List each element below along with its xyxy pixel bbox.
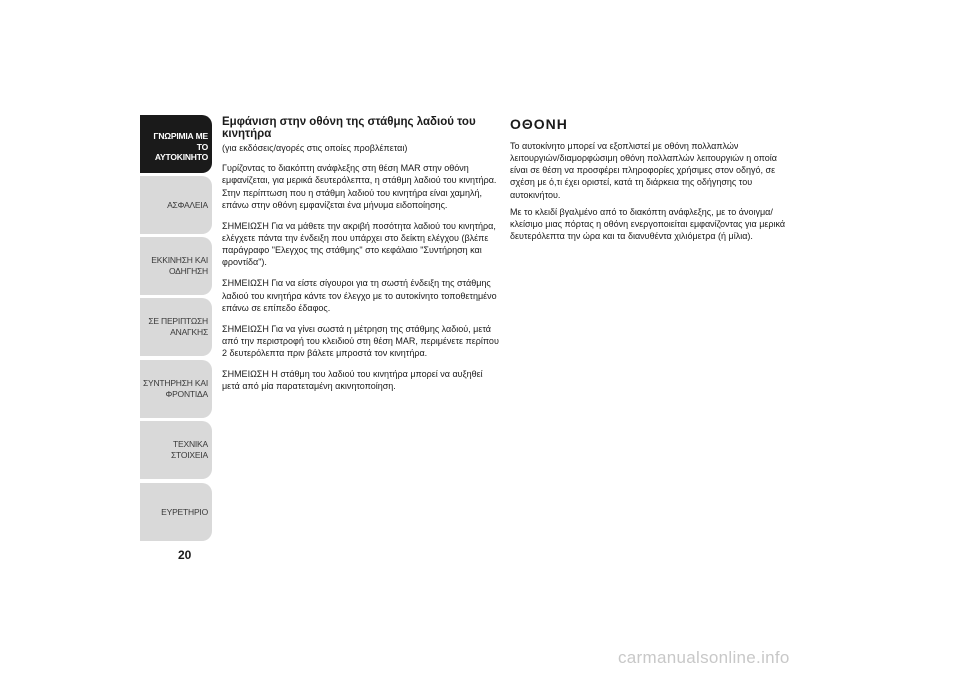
tab-index[interactable]: ΕΥΡΕΤΗΡΙΟ	[140, 483, 212, 541]
note-paragraph: ΣΗΜΕΙΩΣΗ Για να είστε σίγουροι για τη σωστή ένδειξη της στάθμης λαδιού του κινητήρα κάντε τον έλεγχο με το αυτοκίνητο τοποθετημένο επάνω σε επίπεδο έδαφος.	[222, 278, 497, 313]
tab-servicing-and-care[interactable]: ΣΥΝΤΗΡΗΣΗ ΚΑΙ ΦΡΟΝΤΙΔΑ	[140, 360, 212, 418]
section-title: ΟΘΟΝΗ	[510, 116, 568, 132]
display-section	[510, 116, 790, 247]
note-paragraph: ΣΗΜΕΙΩΣΗ Για να γίνει σωστά η μέτρηση της στάθμης λαδιού, μετά από την περιστροφή του κλειδιού στη θέση MAR, περιμένετε περίπου 2 δευτερόλεπτα πριν βάλετε μπροστά τον κινητήρα.	[222, 323, 499, 359]
paragraph: Γυρίζοντας το διακόπτη ανάφλεξης στη θέση MAR στην οθόνη εμφανίζεται, για μερικά δευτερόλεπτα, η στάθμη λαδιού του κινητήρα. Στην περίπτωση που η στάθμη λαδιού του κινητήρα είναι χαμηλή, επάνω στην οθόνη εμφανίζεται ένα μήνυμα ειδοποίησης.	[222, 163, 497, 210]
page-number: 20	[178, 548, 192, 562]
tab-in-an-emergency[interactable]: ΣΕ ΠΕΡΙΠΤΩΣΗ ΑΝΑΓΚΗΣ	[140, 298, 212, 356]
applicability-note: (για εκδόσεις/αγορές στις οποίες προβλέπεται)	[222, 143, 408, 154]
watermark: carmanualsonline.info	[618, 648, 790, 667]
tab-technical-specifications[interactable]: ΤΕΧΝΙΚΑ ΣΤΟΙΧΕΙΑ	[140, 421, 212, 479]
oil-level-section	[222, 116, 500, 402]
paragraph: Με το κλειδί βγαλμένο από το διακόπτη ανάφλεξης, με το άνοιγμα/κλείσιμο μιας πόρτας η οθόνη ενεργοποιείται εμφανίζοντας για μερικά δευτερόλεπτα την ώρα και τα διανυθέντα χιλιόμετρα (ή μίλια).	[510, 206, 786, 241]
note-paragraph: ΣΗΜΕΙΩΣΗ Η στάθμη του λαδιού του κινητήρα μπορεί να αυξηθεί μετά από μία παρατεταμένη ακινητοποίηση.	[222, 369, 483, 392]
paragraph: Το αυτοκίνητο μπορεί να εξοπλιστεί με οθόνη πολλαπλών λειτουργιών/διαμορφώσιμη οθόνη πολλαπλών λειτουργιών η οποία είναι σε θέση να προσφέρει πληροφορίες χρήσιμες στον οδηγό, σε σχέση με ό,τι έχει οριστεί, κατά τη διάρκεια της οδήγησης του αυτοκινήτου.	[510, 141, 777, 200]
tab-safety[interactable]: ΑΣΦΑΛΕΙΑ	[140, 176, 212, 234]
tab-getting-to-know-the-car[interactable]: ΓΝΩΡΙΜΙΑ ΜΕ ΤΟ ΑΥΤΟΚΙΝΗΤΟ	[140, 115, 212, 173]
tab-starting-and-driving[interactable]: ΕΚΚΙΝΗΣΗ ΚΑΙ ΟΔΗΓΗΣΗ	[140, 237, 212, 295]
note-paragraph: ΣΗΜΕΙΩΣΗ Για να μάθετε την ακριβή ποσότητα λαδιού του κινητήρα, ελέγχετε πάντα την ένδειξη που υπάρχει στο δείκτη ελέγχου (βλέπε παράγραφο "Ελεγχος της στάθμης" στο κεφάλαιο "Συντήρηση και φροντίδα").	[222, 220, 496, 268]
section-heading: Εμφάνιση στην οθόνη της στάθμης λαδιού του κινητήρα	[222, 116, 476, 141]
